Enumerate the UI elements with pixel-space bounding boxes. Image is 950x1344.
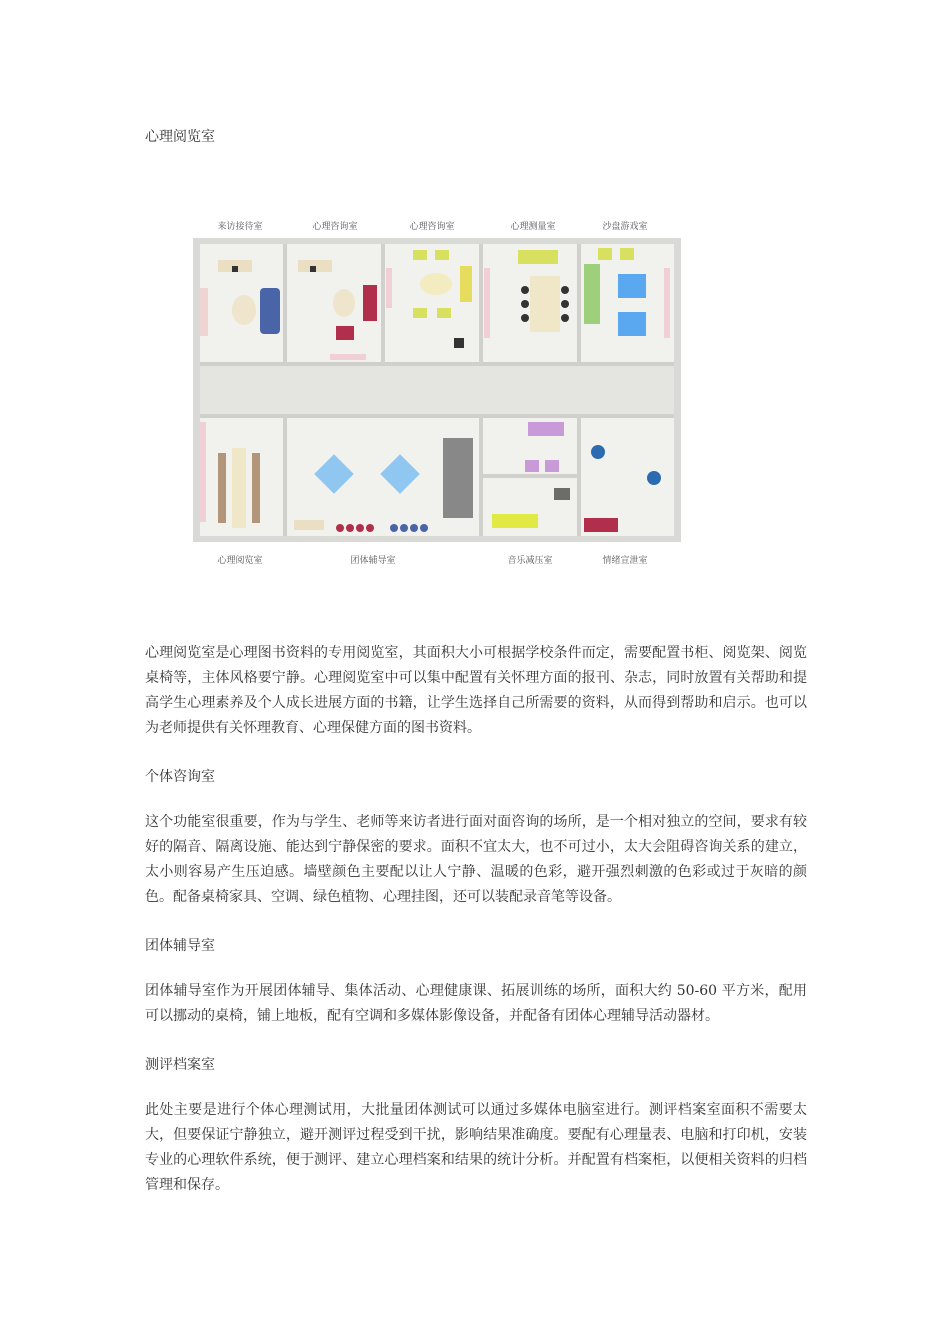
section-body-assessment: 此处主要是进行个体心理测试用，大批量团体测试可以通过多媒体电脑室进行。测评档案室面积不需要太大，但要保证宁静独立，避开测评过程受到干扰，影响结果准确度。要配有心理量表、电脑和打印机，安装专业的心理软件系统，便于测评、建立心理档案和结果的统计分析。并配置有档案柜，以便相关资料的归档管理和保存。 [145,1102,807,1193]
section-heading-group: 团体辅导室 [145,938,215,954]
floorplan-image [180,208,692,572]
section-heading-assessment: 测评档案室 [145,1057,215,1073]
room-label-group: 团体辅导室 [350,556,396,566]
section-body-individual: 这个功能室很重要，作为与学生、老师等来访者进行面对面咨询的场所，是一个相对独立的空间，要求有较好的隔音、隔离设施、能达到宁静保密的要求。面积不宜太大，也不可过小，太大会阻碍咨询关系的建立，太小则容易产生压迫感。墙壁颜色主要配以让人宁静、温暖的色彩，避开强烈刺激的色彩或过于灰暗的颜色。配备桌椅家具、空调、绿色植物、心理挂图，还可以装配录音笔等设备。 [145,814,807,905]
section-body-group: 团体辅导室作为开展团体辅导、集体活动、心理健康课、拓展训练的场所，面积大约 50-60 平方米，配用可以挪动的桌椅，铺上地板，配有空调和多媒体影像设备，并配备有团体心理辅导活动器材。 [145,983,807,1024]
room-label-counseling-1: 心理咨询室 [312,222,358,232]
room-label-assessment: 心理测量室 [510,222,556,232]
room-label-music: 音乐减压室 [507,556,553,566]
corridor [200,364,674,416]
room-label-emotion: 情绪宣泄室 [602,556,648,566]
section-heading-individual: 个体咨询室 [145,769,215,785]
page-title: 心理阅览室 [145,129,215,145]
room-label-sandplay: 沙盘游戏室 [602,222,648,232]
intro-paragraph: 心理阅览室是心理图书资料的专用阅览室，其面积大小可根据学校条件而定，需要配置书柜、阅览架、阅览桌椅等，主体风格要宁静。心理阅览室中可以集中配置有关怀理方面的报刊、杂志，同时放置有关帮助和提高学生心理素养及个人成长进展方面的书籍，让学生选择自己所需要的资料，从而得到帮助和启示。也可以为老师提供有关怀理教育、心理保健方面的图书资料。 [145,645,807,736]
room-label-reception: 来访接待室 [217,222,263,232]
room-label-counseling-2: 心理咨询室 [409,222,455,232]
room-label-reading: 心理阅览室 [217,556,263,566]
